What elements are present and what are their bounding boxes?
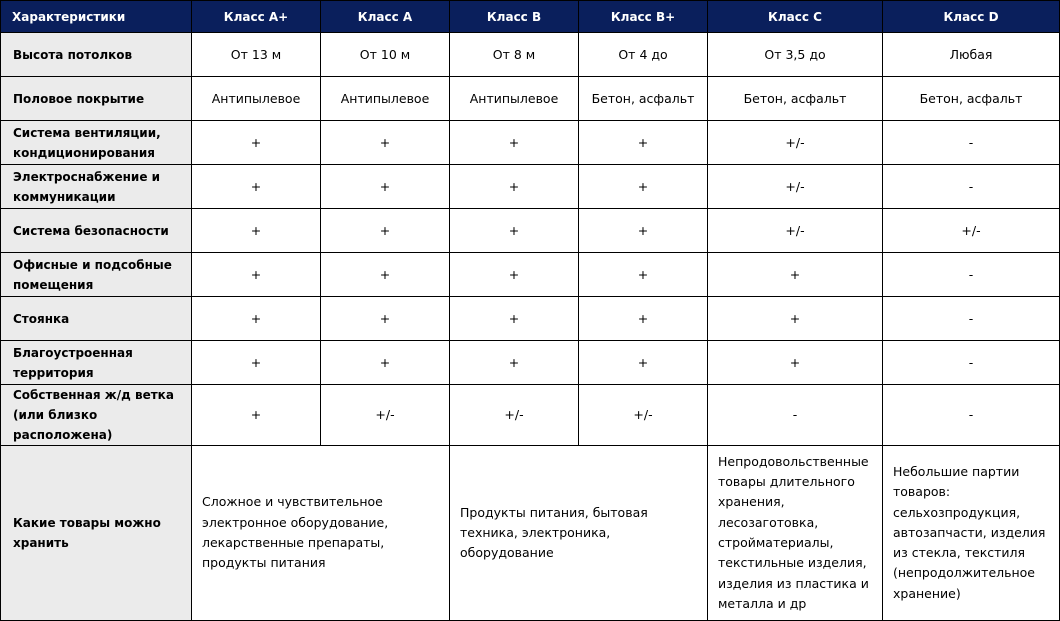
table-cell: Антипылевое (450, 77, 579, 121)
table-cell: + (192, 341, 321, 385)
table-cell: +/- (321, 385, 450, 446)
header-row (1, 1, 1060, 33)
table-row (1, 33, 1060, 77)
row-label: Электроснабжение и коммуникации (1, 165, 192, 209)
table-cell: +/- (579, 385, 708, 446)
table-cell: + (579, 209, 708, 253)
header-class-a: Класс A (321, 1, 450, 33)
table-row (1, 165, 1060, 209)
row-label: Какие товары можно хранить (1, 446, 192, 621)
table-cell: + (579, 165, 708, 209)
table-cell: + (708, 341, 883, 385)
goods-cell-c: Непродовольственные товары длительного хранения, лесозаготовка, стройматериалы, текстильные изделия, изделия из пластика и металла и др (708, 446, 883, 621)
goods-cell-a-plus-a: Сложное и чувствительное электронное оборудование, лекарственные препараты, продукты питания (192, 446, 450, 621)
row-label: Благоустроенная территория (1, 341, 192, 385)
goods-row (1, 446, 1060, 621)
header-class-b: Класс B (450, 1, 579, 33)
table-cell: + (450, 209, 579, 253)
table-cell: + (192, 385, 321, 446)
table-cell: От 8 м (450, 33, 579, 77)
table-cell: - (883, 165, 1060, 209)
table-cell: +/- (450, 385, 579, 446)
row-label: Половое покрытие (1, 77, 192, 121)
header-characteristics: Характеристики (1, 1, 192, 33)
table-cell: + (192, 165, 321, 209)
table-cell: Бетон, асфальт (579, 77, 708, 121)
goods-cell-d: Небольшие партии товаров: сельхозпродукция, автозапчасти, изделия из стекла, текстиля (непродолжительное хранение) (883, 446, 1060, 621)
header-class-d: Класс D (883, 1, 1060, 33)
row-label: Высота потолков (1, 33, 192, 77)
table-row (1, 209, 1060, 253)
table-row (1, 297, 1060, 341)
table-cell: + (579, 253, 708, 297)
table-cell: + (321, 209, 450, 253)
header-class-c: Класс C (708, 1, 883, 33)
table-cell: + (192, 297, 321, 341)
table-cell: + (450, 253, 579, 297)
table-cell: + (321, 341, 450, 385)
table-cell: +/- (708, 209, 883, 253)
table-row (1, 121, 1060, 165)
table-cell: + (579, 121, 708, 165)
table-cell: + (192, 121, 321, 165)
table-cell: Антипылевое (321, 77, 450, 121)
table-cell: + (450, 121, 579, 165)
goods-cell-b-b-plus: Продукты питания, бытовая техника, электроника, оборудование (450, 446, 708, 621)
row-label: Офисные и подсобные помещения (1, 253, 192, 297)
header-class-a-plus: Класс A+ (192, 1, 321, 33)
row-label: Собственная ж/д ветка (или близко расположена) (1, 385, 192, 446)
table-cell: +/- (708, 121, 883, 165)
table-cell: + (579, 297, 708, 341)
table-cell: - (708, 385, 883, 446)
table-cell: От 13 м (192, 33, 321, 77)
table-cell: + (321, 297, 450, 341)
table-cell: + (708, 297, 883, 341)
row-label: Стоянка (1, 297, 192, 341)
table-cell: +/- (708, 165, 883, 209)
table-cell: Любая (883, 33, 1060, 77)
table-cell: + (321, 253, 450, 297)
table-cell: - (883, 341, 1060, 385)
table-row (1, 385, 1060, 446)
table-cell: - (883, 385, 1060, 446)
table-cell: + (450, 165, 579, 209)
table-cell: Бетон, асфальт (883, 77, 1060, 121)
table-cell: + (450, 297, 579, 341)
header-class-b-plus: Класс B+ (579, 1, 708, 33)
table-cell: - (883, 253, 1060, 297)
table-cell: - (883, 297, 1060, 341)
table-row (1, 253, 1060, 297)
table-row (1, 341, 1060, 385)
table-cell: + (192, 209, 321, 253)
table-cell: Бетон, асфальт (708, 77, 883, 121)
row-label: Система безопасности (1, 209, 192, 253)
table-cell: От 3,5 до (708, 33, 883, 77)
table-cell: + (450, 341, 579, 385)
table-cell: Антипылевое (192, 77, 321, 121)
table-cell: + (321, 121, 450, 165)
table-cell: + (579, 341, 708, 385)
table-cell: +/- (883, 209, 1060, 253)
table-cell: + (321, 165, 450, 209)
table-cell: - (883, 121, 1060, 165)
table-row (1, 77, 1060, 121)
row-label: Система вентиляции, кондиционирования (1, 121, 192, 165)
table-cell: + (192, 253, 321, 297)
table-cell: + (708, 253, 883, 297)
table-cell: От 4 до (579, 33, 708, 77)
table-cell: От 10 м (321, 33, 450, 77)
